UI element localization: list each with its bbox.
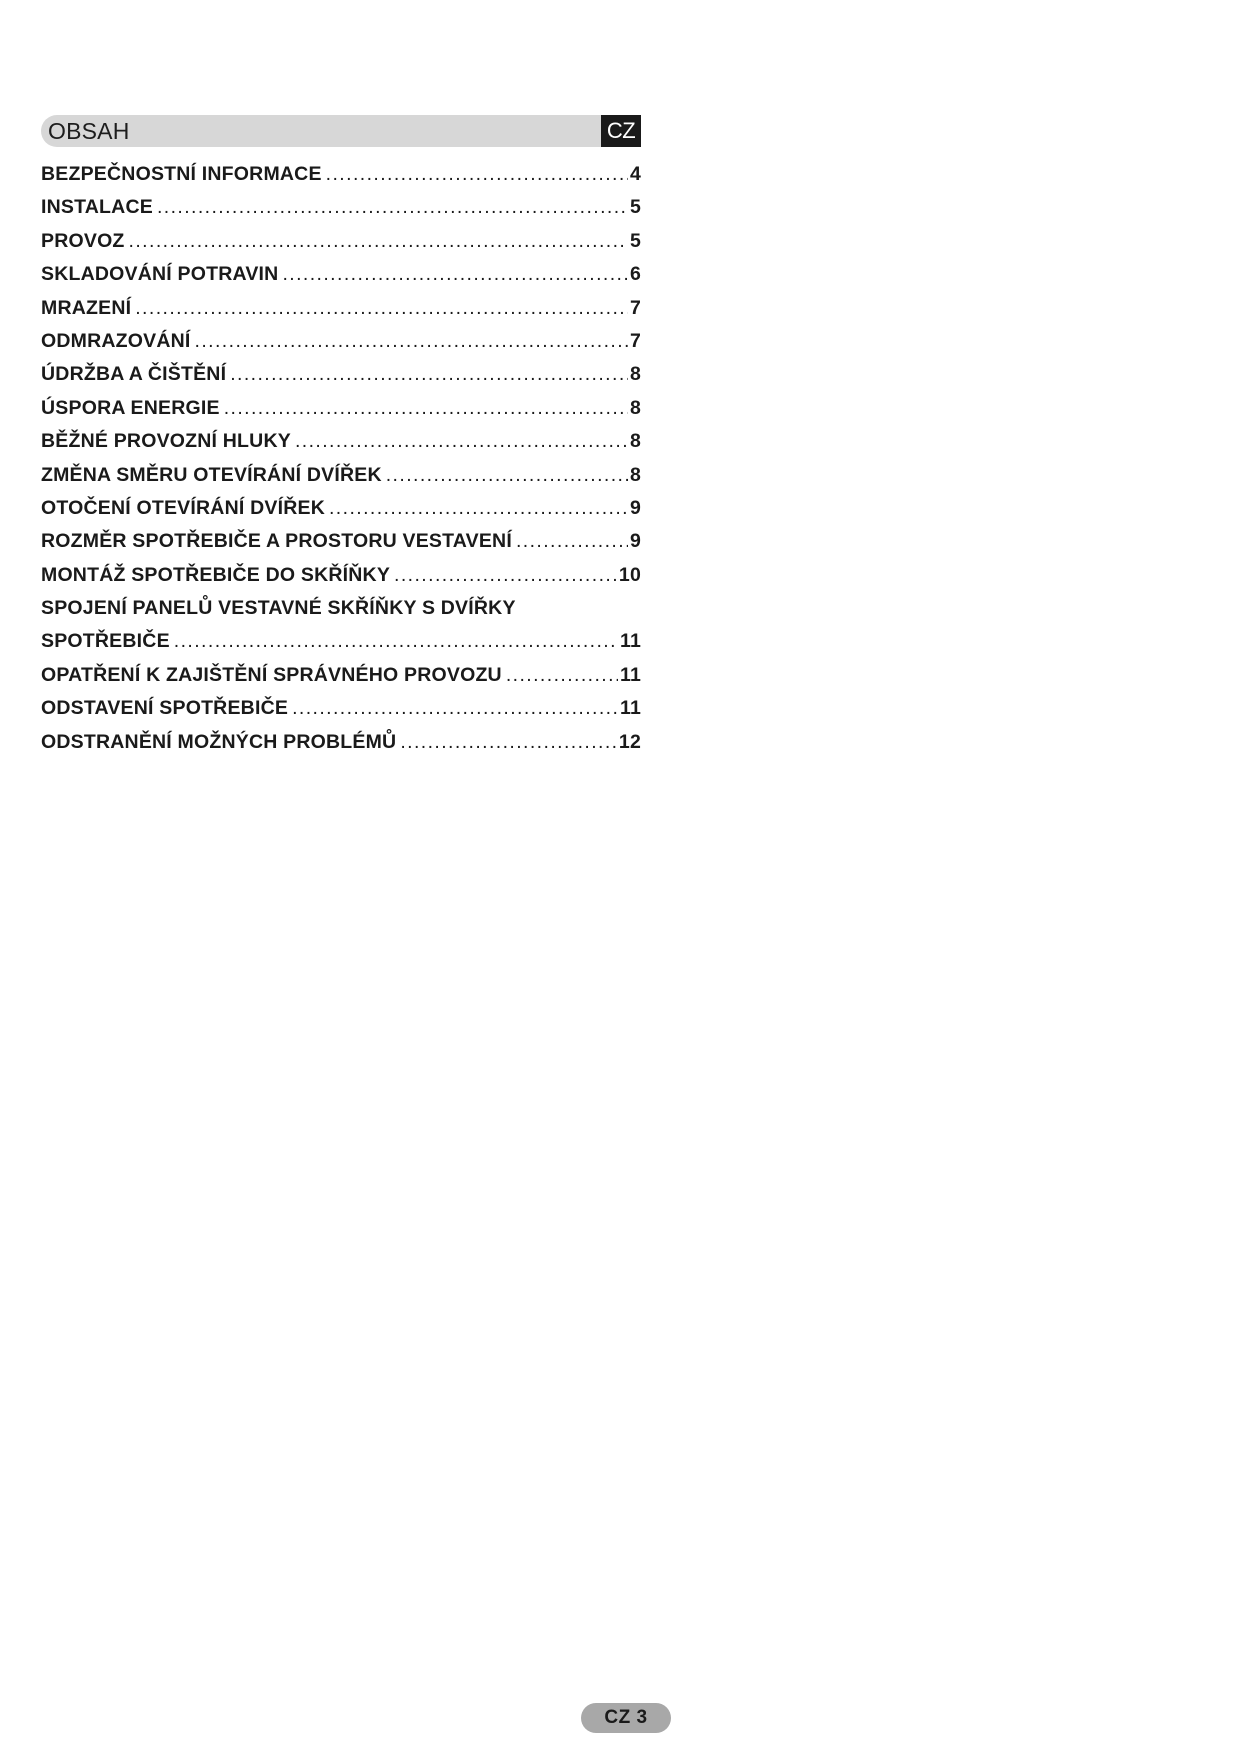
language-badge: CZ (601, 115, 641, 147)
toc-entry-title: ÚSPORA ENERGIE (41, 396, 220, 419)
toc-leader-dots (326, 158, 628, 191)
toc-entry[interactable] (41, 592, 641, 659)
toc-entry-page: 8 (629, 396, 641, 419)
toc-entry[interactable] (41, 492, 641, 525)
toc-entry-page: 7 (629, 296, 641, 319)
toc-entry-title: INSTALACE (41, 196, 153, 219)
page-title: OBSAH (48, 117, 130, 144)
toc-leader-dots (282, 258, 628, 291)
toc-entry-page: 11 (619, 630, 641, 653)
toc-leader-dots (157, 191, 628, 224)
toc-leader-dots (516, 525, 628, 558)
toc-entry-title: ODSTRANĚNÍ MOŽNÝCH PROBLÉMŮ (41, 730, 397, 753)
toc-entry-title: ZMĚNA SMĚRU OTEVÍRÁNÍ DVÍŘEK (41, 463, 382, 486)
toc-entry[interactable] (41, 258, 641, 291)
toc-entry-page: 9 (629, 496, 641, 519)
toc-entry[interactable] (41, 191, 641, 224)
toc-entry[interactable] (41, 325, 641, 358)
toc-leader-dots (129, 225, 628, 258)
toc-entry-page: 11 (619, 697, 641, 720)
toc-leader-dots (230, 358, 628, 391)
toc-entry[interactable] (41, 225, 641, 258)
toc-leader-dots (174, 625, 618, 658)
toc-leader-dots (386, 459, 628, 492)
toc-leader-dots (292, 692, 618, 725)
toc-entry-title: OPATŘENÍ K ZAJIŠTĚNÍ SPRÁVNÉHO PROVOZU (41, 663, 502, 686)
toc-entry-page: 11 (619, 663, 641, 686)
toc-leader-dots (394, 559, 617, 592)
toc-entry-page: 9 (629, 530, 641, 553)
toc-entry[interactable] (41, 392, 641, 425)
table-of-contents (41, 158, 641, 759)
toc-entry-page: 5 (629, 196, 641, 219)
toc-entry-page: 8 (629, 430, 641, 453)
toc-entry[interactable] (41, 692, 641, 725)
toc-leader-dots (329, 492, 628, 525)
toc-entry-title: OTOČENÍ OTEVÍRÁNÍ DVÍŘEK (41, 496, 325, 519)
toc-leader-dots (295, 425, 628, 458)
toc-entry-page: 12 (618, 730, 641, 753)
toc-entry[interactable] (41, 726, 641, 759)
toc-entry-title: PROVOZ (41, 229, 125, 252)
toc-leader-dots (135, 292, 628, 325)
toc-entry-title: SKLADOVÁNÍ POTRAVIN (41, 263, 279, 286)
toc-entry[interactable] (41, 358, 641, 391)
toc-leader-dots (400, 726, 617, 759)
toc-entry-title: ÚDRŽBA A ČIŠTĚNÍ (41, 363, 227, 386)
toc-entry-page: 6 (629, 263, 641, 286)
toc-entry[interactable] (41, 659, 641, 692)
toc-entry-title: ODSTAVENÍ SPOTŘEBIČE (41, 697, 289, 720)
toc-entry-page: 10 (618, 563, 641, 586)
toc-entry[interactable] (41, 158, 641, 191)
toc-entry-page: 8 (629, 363, 641, 386)
contents-header (41, 115, 641, 147)
toc-entry-title: MRAZENÍ (41, 296, 132, 319)
toc-entry[interactable] (41, 459, 641, 492)
toc-entry[interactable] (41, 425, 641, 458)
toc-entry-title: MONTÁŽ SPOTŘEBIČE DO SKŘÍŇKY (41, 563, 391, 586)
toc-entry-title-continued: SPOTŘEBIČE (41, 630, 170, 653)
toc-entry[interactable] (41, 292, 641, 325)
toc-entry-title: BĚŽNÉ PROVOZNÍ HLUKY (41, 430, 291, 453)
toc-leader-dots (224, 392, 628, 425)
toc-entry-title: ODMRAZOVÁNÍ (41, 329, 191, 352)
toc-entry-title: ROZMĚR SPOTŘEBIČE A PROSTORU VESTAVENÍ (41, 530, 512, 553)
toc-leader-dots (195, 325, 628, 358)
page-number-badge: CZ 3 (581, 1703, 671, 1733)
toc-entry-page: 4 (629, 163, 641, 185)
toc-entry[interactable] (41, 559, 641, 592)
toc-entry-page: 5 (629, 229, 641, 252)
toc-entry-title: BEZPEČNOSTNÍ INFORMACE (41, 163, 322, 185)
toc-entry-page: 7 (629, 329, 641, 352)
toc-entry[interactable] (41, 525, 641, 558)
toc-entry-page: 8 (629, 463, 641, 486)
toc-leader-dots (506, 659, 618, 692)
toc-entry-title: SPOJENÍ PANELŮ VESTAVNÉ SKŘÍŇKY S DVÍŘKY (41, 597, 516, 620)
